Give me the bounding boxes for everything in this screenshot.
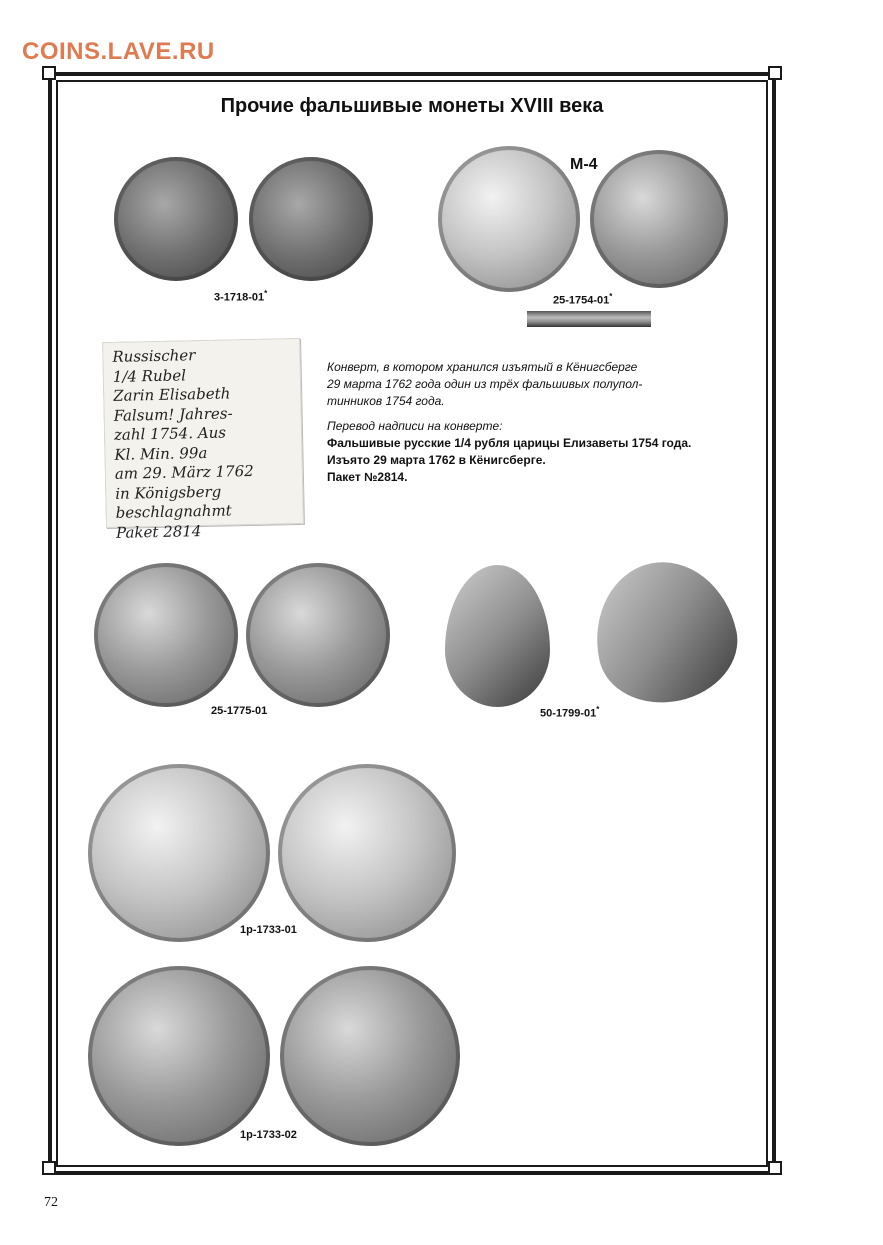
site-watermark: COINS.LAVE.RU <box>22 38 215 65</box>
frame-corner <box>42 66 56 80</box>
frame-corner <box>768 1161 782 1175</box>
coin-image-reverse <box>246 563 390 707</box>
coin-label: 1р-1733-01 <box>240 924 297 936</box>
coin-image-obverse <box>88 966 270 1146</box>
coin-image-obverse <box>114 157 238 281</box>
coin-label: 25-1775-01 <box>211 705 268 717</box>
coin-image-obverse <box>88 764 270 942</box>
coin-image-obverse <box>94 563 238 707</box>
coin-label: 1р-1733-02 <box>240 1129 297 1141</box>
envelope-image <box>102 338 304 542</box>
frame-corner <box>768 66 782 80</box>
coin-label: 3-1718-01* <box>214 289 268 304</box>
page-number: 72 <box>44 1195 58 1210</box>
coin-label: 25-1754-01* <box>553 292 613 307</box>
catalog-mark: М-4 <box>570 156 598 173</box>
coin-image-reverse <box>278 764 456 942</box>
envelope-handwriting: Russischer 1/4 Rubel Zarin Elisabeth Falsum! Jahres- zahl 1754. Aus Kl. Min. 99a am 29. März 1762 in Königsberg beschlagnahmt Paket 2814 <box>112 346 254 542</box>
coin-label: 50-1799-01* <box>540 705 600 720</box>
coin-image-reverse <box>280 966 460 1146</box>
frame-corner <box>42 1161 56 1175</box>
coin-image-reverse <box>590 150 728 288</box>
page-title: Прочие фальшивые монеты XVIII века <box>220 95 604 117</box>
coin-image-reverse <box>249 157 373 281</box>
coin-image-obverse <box>438 146 580 292</box>
coin-edge-image <box>527 311 651 327</box>
envelope-caption: Конверт, в котором хранился изъятый в Кёнигсберге 29 марта 1762 года один из трёх фальшивых полупол- тинников 1754 года. Перевод надписи на конверте: Фальшивые русские 1/4 рубля царицы Елизаветы 1754 года. Изъято 29 марта 1762 в Кёнигсберге. Пакет №2814. <box>327 360 692 484</box>
